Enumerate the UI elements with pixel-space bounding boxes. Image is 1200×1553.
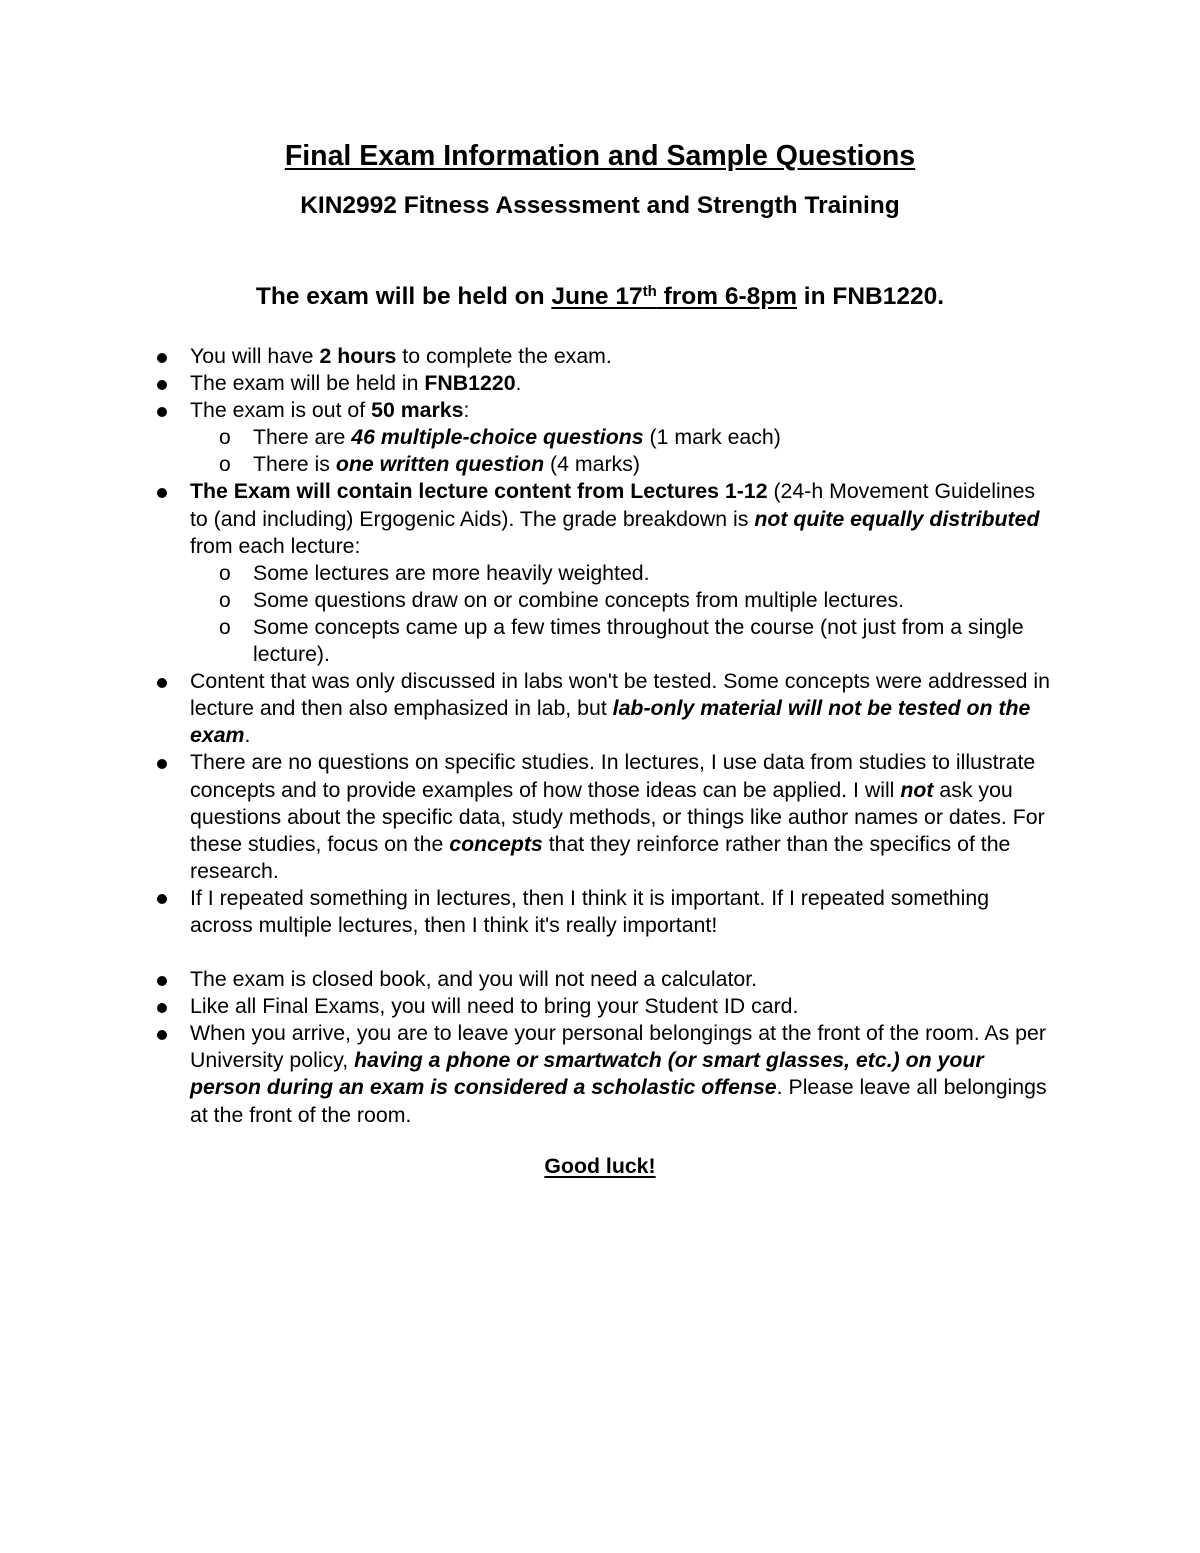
bullet-icon bbox=[157, 407, 167, 417]
bullet-icon bbox=[157, 380, 167, 390]
closing-text: Good luck! bbox=[544, 1154, 656, 1178]
exam-location: in FNB1220. bbox=[797, 283, 945, 310]
bullet-icon bbox=[157, 976, 167, 986]
sub-list-item bbox=[155, 560, 1055, 587]
item-emphasis: 50 marks bbox=[371, 398, 464, 423]
exam-date-time bbox=[551, 283, 797, 310]
item-text: . Please leave all belongings at the front of the room. bbox=[190, 1075, 1047, 1127]
bullet-icon bbox=[157, 894, 167, 904]
item-text: that they reinforce rather than the specifics of the research. bbox=[190, 831, 1011, 883]
item-text: There is bbox=[253, 452, 336, 477]
sub-list-item bbox=[155, 587, 1055, 614]
item-text: Some concepts came up a few times throughout the course (not just from a single lecture). bbox=[253, 614, 1024, 667]
info-bullet-list bbox=[155, 343, 1055, 1129]
item-emphasis: one written question bbox=[335, 452, 545, 477]
exam-date-suffix: th bbox=[642, 282, 657, 300]
course-subtitle: KIN2992 Fitness Assessment and Strength Training bbox=[300, 192, 900, 219]
item-text: If I repeated something in lectures, then I think it is important. If I repeated something across multiple lectures, then I think it's really important! bbox=[190, 885, 990, 937]
sub-list-item bbox=[155, 424, 1055, 451]
item-text: : bbox=[463, 398, 470, 423]
circle-bullet-icon: o bbox=[219, 426, 231, 450]
item-emphasis: having a phone or smartwatch (or smart glasses, etc.) on your person during an exam is considered a scholastic offense bbox=[190, 1048, 984, 1100]
sub-list-item bbox=[155, 451, 1055, 478]
item-text: When you arrive, you are to leave your personal belongings at the front of the room. As per University policy, bbox=[190, 1021, 1046, 1073]
list-item bbox=[155, 478, 1055, 559]
bullet-icon bbox=[157, 678, 167, 688]
list-item bbox=[155, 966, 1055, 993]
item-text: from each lecture: bbox=[190, 533, 361, 558]
list-item bbox=[155, 668, 1055, 749]
item-text: (4 marks) bbox=[544, 452, 640, 477]
item-emphasis: lab-only material will not be tested on the exam bbox=[190, 696, 1031, 748]
list-item bbox=[155, 749, 1055, 884]
item-text: Like all Final Exams, you will need to bring your Student ID card. bbox=[190, 994, 799, 1019]
list-item bbox=[155, 370, 1055, 397]
item-emphasis: 46 multiple-choice questions bbox=[351, 425, 644, 450]
item-emphasis: not bbox=[900, 777, 934, 802]
list-item bbox=[155, 343, 1055, 370]
circle-bullet-icon: o bbox=[219, 561, 231, 585]
list-item bbox=[155, 397, 1055, 424]
item-text: The exam is out of bbox=[190, 398, 372, 423]
item-text: . bbox=[244, 723, 251, 748]
item-text: The exam is closed book, and you will not need a calculator. bbox=[190, 967, 758, 992]
item-text: The exam will be held in bbox=[190, 371, 425, 396]
item-emphasis: The Exam will contain lecture content from Lectures 1-12 bbox=[190, 479, 768, 504]
list-item bbox=[155, 885, 1055, 939]
item-text: ask you questions about the specific data, study methods, or things like author names or dates. For these studies, focus on the bbox=[190, 777, 1045, 856]
circle-bullet-icon: o bbox=[219, 588, 231, 612]
item-text: There are bbox=[253, 425, 352, 450]
page-title: Final Exam Information and Sample Questions bbox=[284, 140, 916, 172]
sub-list-item bbox=[155, 614, 1055, 668]
item-text: There are no questions on specific studies. In lectures, I use data from studies to illustrate concepts and to provide examples of how those ideas can be applied. I will bbox=[190, 750, 1036, 802]
list-item bbox=[155, 1020, 1055, 1128]
item-text: Some questions draw on or combine concepts from multiple lectures. bbox=[253, 587, 905, 612]
item-text: You will have bbox=[190, 344, 320, 368]
exam-time: from 6-8pm bbox=[656, 283, 797, 310]
circle-bullet-icon: o bbox=[219, 615, 231, 639]
exam-schedule-line bbox=[0, 283, 1200, 311]
item-text: Some lectures are more heavily weighted. bbox=[253, 560, 650, 585]
spacer bbox=[155, 939, 1055, 966]
item-text: to complete the exam. bbox=[396, 344, 612, 368]
item-text: . bbox=[515, 371, 522, 396]
item-text: (24-h Movement Guidelines to (and including) Ergogenic Aids). The grade breakdown is bbox=[190, 479, 1036, 531]
list-item bbox=[155, 993, 1055, 1020]
item-emphasis: concepts bbox=[449, 831, 543, 856]
bullet-icon bbox=[157, 488, 167, 498]
exam-date: June 17 bbox=[551, 283, 643, 310]
item-text: (1 mark each) bbox=[643, 425, 781, 450]
exam-line-intro: The exam will be held on bbox=[255, 283, 552, 310]
bullet-icon bbox=[157, 353, 167, 363]
bullet-icon bbox=[157, 1030, 167, 1040]
circle-bullet-icon: o bbox=[219, 453, 231, 477]
bullet-icon bbox=[157, 759, 167, 769]
item-emphasis: FNB1220 bbox=[424, 371, 516, 396]
item-text: Content that was only discussed in labs won't be tested. Some concepts were addressed in lecture and then also emphasized in lab, but bbox=[190, 669, 1050, 721]
item-emphasis: 2 hours bbox=[319, 344, 397, 368]
item-emphasis: not quite equally distributed bbox=[754, 506, 1040, 531]
bullet-icon bbox=[157, 1003, 167, 1013]
